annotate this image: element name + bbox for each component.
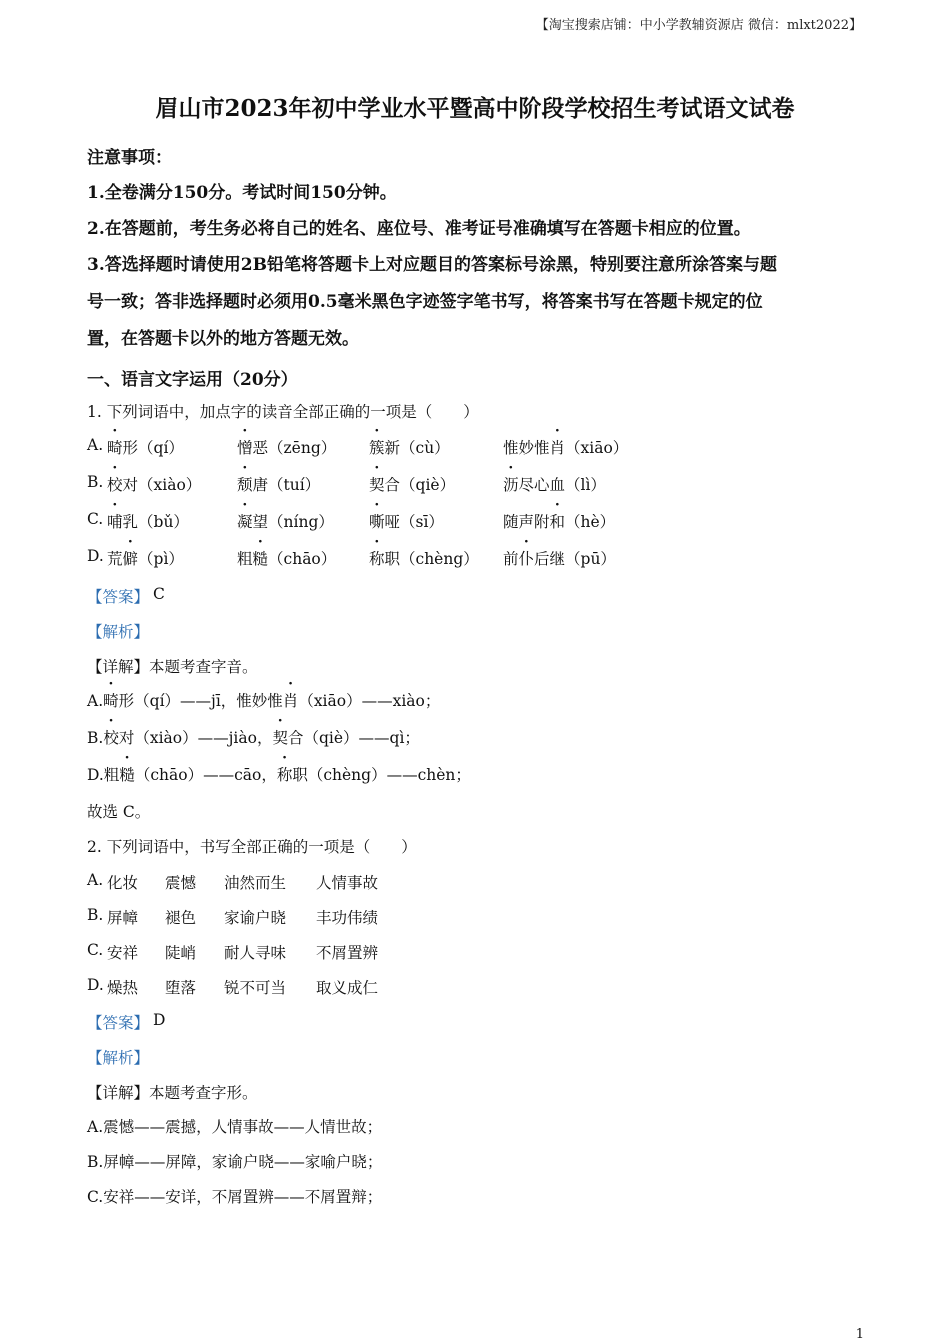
detail-line xyxy=(87,763,471,785)
question-1-answer: C xyxy=(153,585,165,603)
option-word: 取义成仁 xyxy=(316,979,379,997)
notice-item-3-line-2: 号一致；答非选择题时必须用0.5毫米黑色字迹签字笔书写，将答案书写在答题卡规定的位 xyxy=(87,292,763,312)
header-note: 【淘宝搜索店铺：中小学教辅资源店 微信：mlxt2022】 xyxy=(535,18,862,33)
detail-line xyxy=(87,689,440,711)
detail-text: 合（qiè）——qì； xyxy=(287,729,420,747)
option-label: D. xyxy=(87,547,104,565)
option-word xyxy=(107,547,184,569)
option-word: 化妆 xyxy=(107,874,139,892)
option-word xyxy=(369,436,450,458)
detail-line: C.安祥——安详，不屑置辨——不屑置辩； xyxy=(87,1188,383,1206)
dotted-char: 肖 xyxy=(282,692,299,710)
option-label: C. xyxy=(87,510,104,528)
detail-line: B.屏幛——屏障，家谕户晓——家喻户晓； xyxy=(87,1153,383,1171)
option-word: 人情事故 xyxy=(316,874,379,892)
notice-item-2: 2.在答题前，考生务必将自己的姓名、座位号、准考证号准确填写在答题卡相应的位置。 xyxy=(87,219,751,239)
detail-text: （xiāo）——xiào； xyxy=(298,692,441,710)
word-suffix: 尽心血（lì） xyxy=(518,476,606,494)
dotted-char: 称 xyxy=(369,550,385,568)
question-1-analysis-tag: 【解析】 xyxy=(87,623,150,641)
detail-tag: 【详解】 xyxy=(87,1084,150,1102)
option-word xyxy=(237,510,334,532)
dotted-char: 校 xyxy=(107,476,123,494)
detail-text: 职（chèng）——chèn； xyxy=(292,766,471,784)
dotted-char: 畸 xyxy=(107,439,123,457)
word-suffix: （pì） xyxy=(138,550,184,568)
word-suffix: 唐（tuí） xyxy=(252,476,321,494)
option-word: 家谕户晓 xyxy=(224,909,287,927)
option-word: 丰功伟绩 xyxy=(316,909,379,927)
question-1-conclusion: 故选 C。 xyxy=(87,803,151,821)
question-2-answer: D xyxy=(153,1011,166,1029)
detail-line: A.震憾——震撼，人情事故——人情世故； xyxy=(87,1118,383,1136)
notice-item-1: 1.全卷满分150分。考试时间150分钟。 xyxy=(87,183,397,203)
dotted-char: 称 xyxy=(276,766,293,784)
question-1-detail xyxy=(87,655,258,677)
option-word xyxy=(107,473,201,495)
detail-text: A. xyxy=(87,692,104,710)
option-word xyxy=(503,510,615,532)
dotted-char: 肖 xyxy=(549,439,566,457)
detail-tag: 【详解】 xyxy=(87,658,150,676)
option-word xyxy=(107,436,184,458)
dotted-char: 沥 xyxy=(503,476,519,494)
dotted-char: 嘶 xyxy=(369,513,385,531)
dotted-char: 颓 xyxy=(237,476,253,494)
section-heading: 一、语言文字运用（20分） xyxy=(87,370,298,390)
notice-heading: 注意事项： xyxy=(87,148,172,168)
option-label: A. xyxy=(87,436,104,454)
dotted-char: 畸 xyxy=(103,692,119,710)
word-prefix: 荒 xyxy=(107,550,123,568)
word-prefix: 惟妙惟 xyxy=(503,439,550,457)
option-label: B. xyxy=(87,473,104,491)
option-word xyxy=(503,436,628,458)
detail-text: D.粗 xyxy=(87,766,120,784)
option-word: 耐人寻味 xyxy=(224,944,287,962)
dotted-char: 哺 xyxy=(107,513,123,531)
dotted-char: 僻 xyxy=(122,550,139,568)
word-suffix: （chāo） xyxy=(268,550,337,568)
option-word: 锐不可当 xyxy=(224,979,287,997)
option-word xyxy=(369,510,444,532)
option-word xyxy=(237,547,336,569)
option-word: 堕落 xyxy=(165,979,197,997)
dotted-char: 糙 xyxy=(119,766,135,784)
dotted-char: 仆 xyxy=(518,550,535,568)
notice-item-3-line-3: 置，在答题卡以外的地方答题无效。 xyxy=(87,329,359,349)
word-prefix: 前 xyxy=(503,550,519,568)
question-2-stem: 2. 下列词语中，书写全部正确的一项是（ ） xyxy=(87,838,417,856)
word-suffix: 后继（pū） xyxy=(534,550,616,568)
detail-text: （chāo）——cāo， xyxy=(134,766,277,784)
dotted-char: 校 xyxy=(103,729,119,747)
option-word: 燥热 xyxy=(107,979,139,997)
notice-item-3-line-1: 3.答选择题时请使用2B铅笔将答题卡上对应题目的答案标号涂黑，特别要注意所涂答案与题 xyxy=(87,255,777,275)
word-suffix: 哑（sī） xyxy=(384,513,444,531)
word-suffix: 新（cù） xyxy=(384,439,450,457)
question-1-answer-tag: 【答案】 xyxy=(87,588,150,606)
dotted-char: 契 xyxy=(369,476,385,494)
option-word: 褪色 xyxy=(165,909,197,927)
question-2-detail xyxy=(87,1081,258,1103)
option-word: 油然而生 xyxy=(224,874,287,892)
option-word: 屏幛 xyxy=(107,909,139,927)
detail-line xyxy=(87,726,420,748)
word-suffix: （xiāo） xyxy=(565,439,629,457)
page-title: 眉山市2023年初中学业水平暨高中阶段学校招生考试语文试卷 xyxy=(155,95,795,122)
word-suffix: 恶（zēng） xyxy=(252,439,337,457)
dotted-char: 契 xyxy=(272,729,288,747)
question-2-answer-tag: 【答案】 xyxy=(87,1014,150,1032)
question-2-analysis-tag: 【解析】 xyxy=(87,1049,150,1067)
option-word xyxy=(503,473,606,495)
option-word: 安祥 xyxy=(107,944,139,962)
option-label: D. xyxy=(87,976,104,994)
option-label: B. xyxy=(87,906,104,924)
dotted-char: 和 xyxy=(549,513,566,531)
word-suffix: 职（chèng） xyxy=(384,550,479,568)
option-word xyxy=(369,473,455,495)
dotted-char: 憎 xyxy=(237,439,253,457)
dotted-char: 糙 xyxy=(252,550,269,568)
word-suffix: 合（qiè） xyxy=(384,476,456,494)
word-suffix: 形（qí） xyxy=(122,439,184,457)
word-suffix: 望（níng） xyxy=(252,513,334,531)
option-label: C. xyxy=(87,941,104,959)
option-word xyxy=(237,436,336,458)
dotted-char: 簇 xyxy=(369,439,385,457)
dotted-char: 凝 xyxy=(237,513,253,531)
word-prefix: 随声附 xyxy=(503,513,550,531)
page-number: 1 xyxy=(855,1327,864,1342)
option-word: 陡峭 xyxy=(165,944,197,962)
option-word xyxy=(503,547,616,569)
detail-text: B. xyxy=(87,729,104,747)
detail-text: 形（qí）——jī，惟妙惟 xyxy=(118,692,283,710)
word-suffix: （hè） xyxy=(565,513,616,531)
word-suffix: 乳（bǔ） xyxy=(122,513,189,531)
detail-intro: 本题考查字音。 xyxy=(149,658,258,676)
option-word xyxy=(237,473,320,495)
detail-text: 对（xiào）——jiào， xyxy=(118,729,273,747)
word-suffix: 对（xiào） xyxy=(122,476,202,494)
option-word: 不屑置辨 xyxy=(316,944,379,962)
question-1-stem: 1. 下列词语中，加点字的读音全部正确的一项是（ ） xyxy=(87,403,479,421)
option-label: A. xyxy=(87,871,104,889)
option-word: 震憾 xyxy=(165,874,197,892)
option-word xyxy=(369,547,479,569)
detail-intro: 本题考查字形。 xyxy=(149,1084,258,1102)
word-prefix: 粗 xyxy=(237,550,253,568)
option-word xyxy=(107,510,189,532)
